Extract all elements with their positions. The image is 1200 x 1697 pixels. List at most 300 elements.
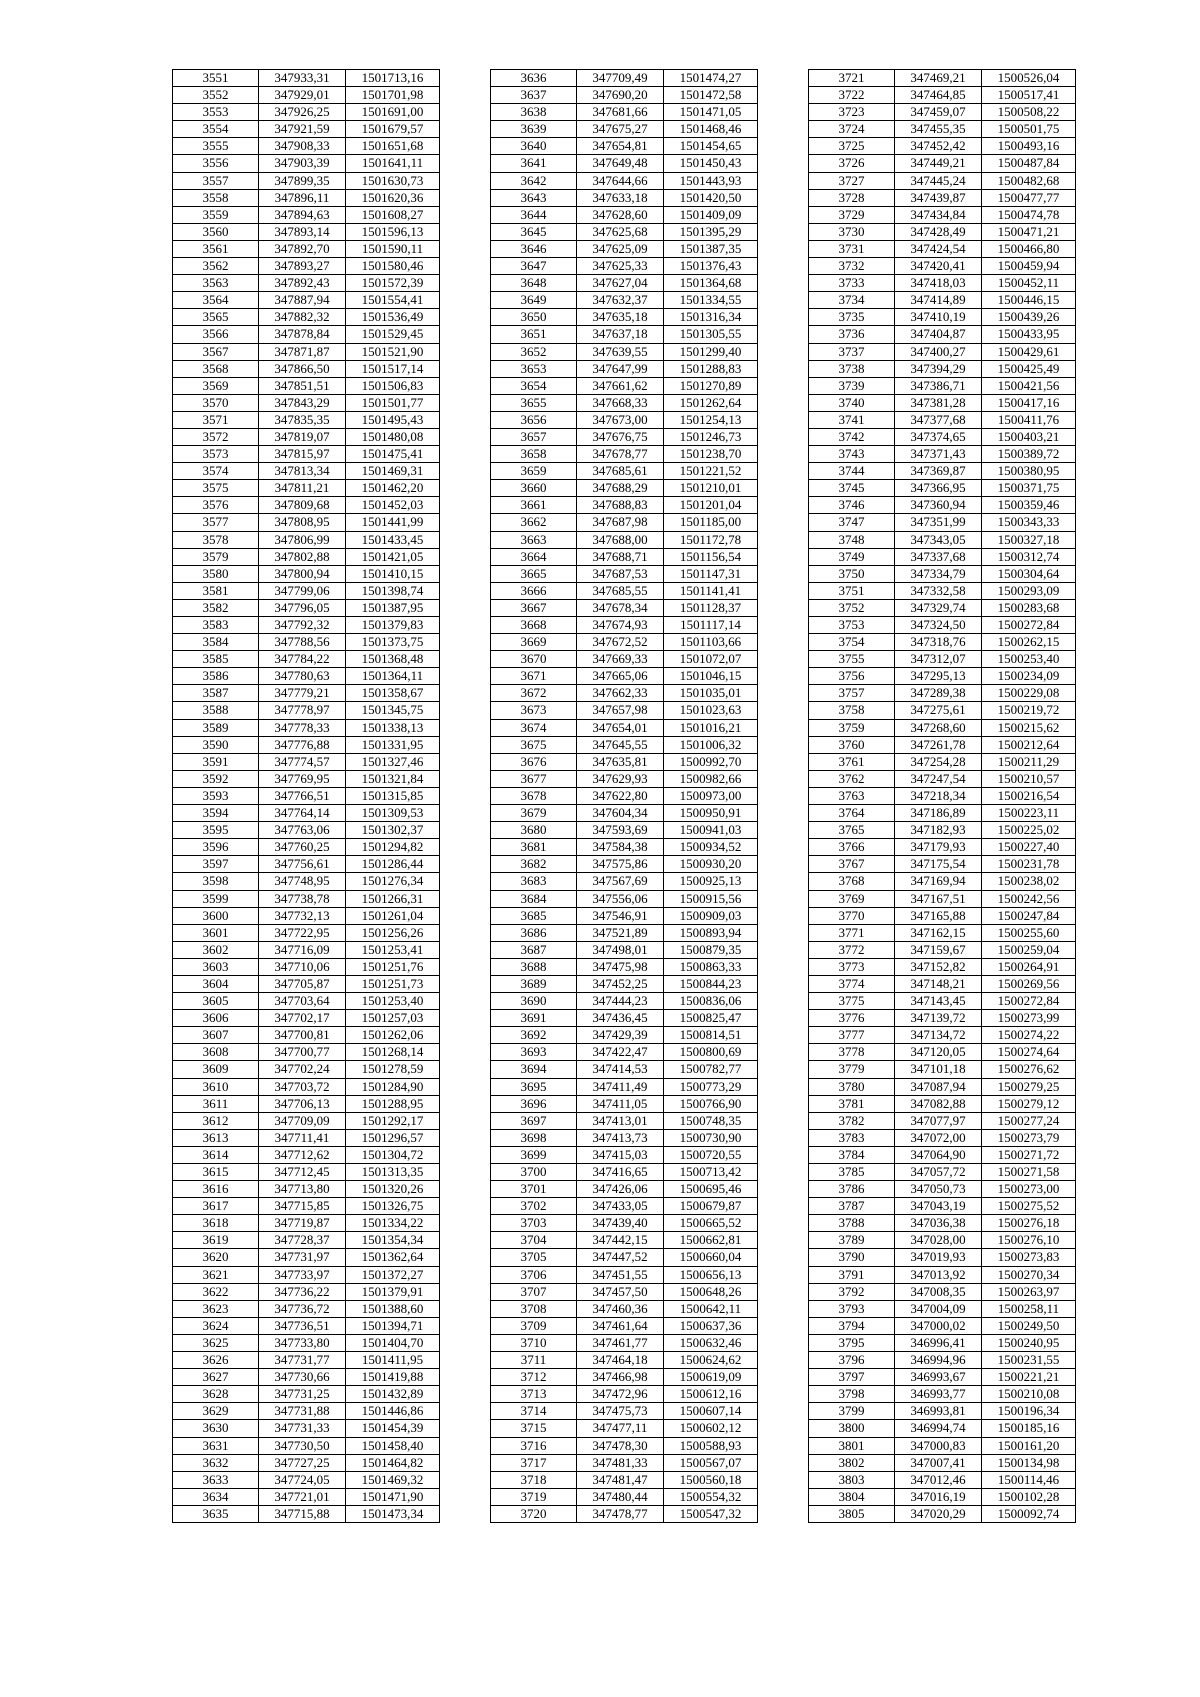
table-row	[809, 1198, 1076, 1215]
table-row	[491, 223, 758, 240]
x-coordinate-cell: 347629,93	[577, 770, 664, 787]
x-coordinate-cell: 347167,51	[895, 890, 982, 907]
table-row	[491, 924, 758, 941]
table-row	[491, 1403, 758, 1420]
point-number-cell: 3593	[173, 787, 259, 804]
table-row	[809, 1146, 1076, 1163]
y-coordinate-cell: 1501620,36	[346, 189, 440, 206]
x-coordinate-cell: 347921,59	[259, 121, 346, 138]
point-number-cell: 3664	[491, 548, 577, 565]
table-row	[173, 531, 440, 548]
table-row	[809, 907, 1076, 924]
table-row	[491, 839, 758, 856]
y-coordinate-cell: 1501270,89	[664, 377, 758, 394]
table-row	[491, 719, 758, 736]
y-coordinate-cell: 1501286,44	[346, 856, 440, 873]
table-row	[809, 514, 1076, 531]
y-coordinate-cell: 1501254,13	[664, 411, 758, 428]
x-coordinate-cell: 347478,77	[577, 1505, 664, 1522]
point-number-cell: 3716	[491, 1437, 577, 1454]
y-coordinate-cell: 1501480,08	[346, 428, 440, 445]
table-row	[491, 1164, 758, 1181]
table-row	[491, 1181, 758, 1198]
table-row	[809, 497, 1076, 514]
point-number-cell: 3562	[173, 258, 259, 275]
y-coordinate-cell: 1500446,15	[982, 292, 1076, 309]
point-number-cell: 3802	[809, 1454, 895, 1471]
y-coordinate-cell: 1501288,95	[346, 1095, 440, 1112]
y-coordinate-cell: 1501471,05	[664, 104, 758, 121]
point-number-cell: 3737	[809, 343, 895, 360]
point-number-cell: 3738	[809, 360, 895, 377]
coordinate-table-right	[808, 69, 1076, 1523]
y-coordinate-cell: 1500713,42	[664, 1164, 758, 1181]
point-number-cell: 3623	[173, 1300, 259, 1317]
point-number-cell: 3629	[173, 1403, 259, 1420]
table-row	[173, 1181, 440, 1198]
y-coordinate-cell: 1500276,62	[982, 1061, 1076, 1078]
table-row	[491, 753, 758, 770]
table-row	[173, 275, 440, 292]
table-row	[491, 531, 758, 548]
point-number-cell: 3696	[491, 1095, 577, 1112]
point-number-cell: 3642	[491, 172, 577, 189]
y-coordinate-cell: 1500992,70	[664, 753, 758, 770]
point-number-cell: 3559	[173, 206, 259, 223]
table-row	[173, 1129, 440, 1146]
point-number-cell: 3761	[809, 753, 895, 770]
y-coordinate-cell: 1501608,27	[346, 206, 440, 223]
x-coordinate-cell: 347622,80	[577, 787, 664, 804]
y-coordinate-cell: 1500271,72	[982, 1146, 1076, 1163]
y-coordinate-cell: 1500648,26	[664, 1283, 758, 1300]
point-number-cell: 3622	[173, 1283, 259, 1300]
point-number-cell: 3683	[491, 873, 577, 890]
x-coordinate-cell: 347004,09	[895, 1300, 982, 1317]
x-coordinate-cell: 347788,56	[259, 634, 346, 651]
point-number-cell: 3635	[173, 1505, 259, 1522]
table-row	[173, 309, 440, 326]
point-number-cell: 3554	[173, 121, 259, 138]
point-number-cell: 3799	[809, 1403, 895, 1420]
point-number-cell: 3763	[809, 787, 895, 804]
point-number-cell: 3663	[491, 531, 577, 548]
point-number-cell: 3647	[491, 258, 577, 275]
x-coordinate-cell: 347843,29	[259, 394, 346, 411]
x-coordinate-cell: 347377,68	[895, 411, 982, 428]
table-row	[809, 839, 1076, 856]
y-coordinate-cell: 1501388,60	[346, 1300, 440, 1317]
table-row	[173, 651, 440, 668]
point-number-cell: 3751	[809, 582, 895, 599]
y-coordinate-cell: 1501590,11	[346, 240, 440, 257]
x-coordinate-cell: 347449,21	[895, 155, 982, 172]
point-number-cell: 3588	[173, 702, 259, 719]
y-coordinate-cell: 1501103,66	[664, 634, 758, 651]
table-row	[491, 1249, 758, 1266]
table-row	[173, 1095, 440, 1112]
x-coordinate-cell: 347700,77	[259, 1044, 346, 1061]
table-row	[491, 599, 758, 616]
x-coordinate-cell: 347477,11	[577, 1420, 664, 1437]
y-coordinate-cell: 1500800,69	[664, 1044, 758, 1061]
x-coordinate-cell: 347702,17	[259, 1010, 346, 1027]
table-row	[173, 189, 440, 206]
y-coordinate-cell: 1500215,62	[982, 719, 1076, 736]
x-coordinate-cell: 347289,38	[895, 685, 982, 702]
point-number-cell: 3654	[491, 377, 577, 394]
x-coordinate-cell: 347414,89	[895, 292, 982, 309]
x-coordinate-cell: 347635,18	[577, 309, 664, 326]
x-coordinate-cell: 347162,15	[895, 924, 982, 941]
y-coordinate-cell: 1500642,11	[664, 1300, 758, 1317]
y-coordinate-cell: 1501072,07	[664, 651, 758, 668]
x-coordinate-cell: 347481,47	[577, 1471, 664, 1488]
point-number-cell: 3558	[173, 189, 259, 206]
y-coordinate-cell: 1501128,37	[664, 599, 758, 616]
x-coordinate-cell: 347712,45	[259, 1164, 346, 1181]
table-row	[491, 343, 758, 360]
point-number-cell: 3701	[491, 1181, 577, 1198]
x-coordinate-cell: 347760,25	[259, 839, 346, 856]
y-coordinate-cell: 1501404,70	[346, 1334, 440, 1351]
y-coordinate-cell: 1501517,14	[346, 360, 440, 377]
table-row	[173, 1352, 440, 1369]
x-coordinate-cell: 347892,43	[259, 275, 346, 292]
y-coordinate-cell: 1501501,77	[346, 394, 440, 411]
x-coordinate-cell: 347628,60	[577, 206, 664, 223]
point-number-cell: 3583	[173, 617, 259, 634]
y-coordinate-cell: 1500950,91	[664, 805, 758, 822]
point-number-cell: 3757	[809, 685, 895, 702]
x-coordinate-cell: 347866,50	[259, 360, 346, 377]
point-number-cell: 3618	[173, 1215, 259, 1232]
y-coordinate-cell: 1500359,46	[982, 497, 1076, 514]
table-row	[491, 155, 758, 172]
table-row	[491, 1317, 758, 1334]
table-row	[809, 121, 1076, 138]
x-coordinate-cell: 347475,98	[577, 958, 664, 975]
x-coordinate-cell: 347766,51	[259, 787, 346, 804]
point-number-cell: 3689	[491, 975, 577, 992]
table-row	[491, 326, 758, 343]
table-row	[809, 1010, 1076, 1027]
point-number-cell: 3733	[809, 275, 895, 292]
coordinate-table-left	[172, 69, 440, 1523]
table-row	[173, 1044, 440, 1061]
point-number-cell: 3681	[491, 839, 577, 856]
y-coordinate-cell: 1500425,49	[982, 360, 1076, 377]
point-number-cell: 3601	[173, 924, 259, 941]
point-number-cell: 3706	[491, 1266, 577, 1283]
table-row	[809, 1232, 1076, 1249]
point-number-cell: 3786	[809, 1181, 895, 1198]
table-row	[809, 1027, 1076, 1044]
y-coordinate-cell: 1501409,09	[664, 206, 758, 223]
point-number-cell: 3576	[173, 497, 259, 514]
y-coordinate-cell: 1500223,11	[982, 805, 1076, 822]
y-coordinate-cell: 1501398,74	[346, 582, 440, 599]
x-coordinate-cell: 347733,80	[259, 1334, 346, 1351]
table-row	[809, 1112, 1076, 1129]
table-row	[173, 805, 440, 822]
table-row	[809, 1505, 1076, 1522]
point-number-cell: 3645	[491, 223, 577, 240]
y-coordinate-cell: 1500915,56	[664, 890, 758, 907]
x-coordinate-cell: 347386,71	[895, 377, 982, 394]
y-coordinate-cell: 1500602,12	[664, 1420, 758, 1437]
y-coordinate-cell: 1501261,04	[346, 907, 440, 924]
table-row	[173, 1317, 440, 1334]
x-coordinate-cell: 347800,94	[259, 565, 346, 582]
point-number-cell: 3739	[809, 377, 895, 394]
y-coordinate-cell: 1500632,46	[664, 1334, 758, 1351]
y-coordinate-cell: 1501117,14	[664, 617, 758, 634]
x-coordinate-cell: 347709,09	[259, 1112, 346, 1129]
x-coordinate-cell: 347036,38	[895, 1215, 982, 1232]
x-coordinate-cell: 347008,35	[895, 1283, 982, 1300]
x-coordinate-cell: 347776,88	[259, 736, 346, 753]
table-row	[173, 941, 440, 958]
point-number-cell: 3600	[173, 907, 259, 924]
table-row	[491, 685, 758, 702]
y-coordinate-cell: 1501376,43	[664, 258, 758, 275]
y-coordinate-cell: 1500665,52	[664, 1215, 758, 1232]
x-coordinate-cell: 347632,37	[577, 292, 664, 309]
point-number-cell: 3686	[491, 924, 577, 941]
table-row	[173, 1505, 440, 1522]
point-number-cell: 3596	[173, 839, 259, 856]
x-coordinate-cell: 347351,99	[895, 514, 982, 531]
point-number-cell: 3555	[173, 138, 259, 155]
table-row	[809, 428, 1076, 445]
point-number-cell: 3771	[809, 924, 895, 941]
table-row	[173, 155, 440, 172]
x-coordinate-cell: 347635,81	[577, 753, 664, 770]
table-row	[173, 1266, 440, 1283]
x-coordinate-cell: 347028,00	[895, 1232, 982, 1249]
table-row	[173, 240, 440, 257]
table-row	[173, 634, 440, 651]
y-coordinate-cell: 1500279,25	[982, 1078, 1076, 1095]
y-coordinate-cell: 1501364,68	[664, 275, 758, 292]
point-number-cell: 3772	[809, 941, 895, 958]
point-number-cell: 3783	[809, 1129, 895, 1146]
y-coordinate-cell: 1500210,57	[982, 770, 1076, 787]
point-number-cell: 3754	[809, 634, 895, 651]
table-row	[173, 822, 440, 839]
point-number-cell: 3775	[809, 993, 895, 1010]
y-coordinate-cell: 1500272,84	[982, 617, 1076, 634]
x-coordinate-cell: 346996,41	[895, 1334, 982, 1351]
coordinate-table-middle	[490, 69, 758, 1523]
table-row	[173, 1471, 440, 1488]
y-coordinate-cell: 1500982,66	[664, 770, 758, 787]
y-coordinate-cell: 1501309,53	[346, 805, 440, 822]
x-coordinate-cell: 347087,94	[895, 1078, 982, 1095]
x-coordinate-cell: 347043,19	[895, 1198, 982, 1215]
point-number-cell: 3694	[491, 1061, 577, 1078]
x-coordinate-cell: 347593,69	[577, 822, 664, 839]
x-coordinate-cell: 347461,77	[577, 1334, 664, 1351]
table-row	[173, 1369, 440, 1386]
table-row	[809, 1078, 1076, 1095]
point-number-cell: 3804	[809, 1488, 895, 1505]
y-coordinate-cell: 1501358,67	[346, 685, 440, 702]
x-coordinate-cell: 347933,31	[259, 70, 346, 87]
y-coordinate-cell: 1500234,09	[982, 668, 1076, 685]
point-number-cell: 3688	[491, 958, 577, 975]
y-coordinate-cell: 1500262,15	[982, 634, 1076, 651]
point-number-cell: 3724	[809, 121, 895, 138]
point-number-cell: 3682	[491, 856, 577, 873]
x-coordinate-cell: 347016,19	[895, 1488, 982, 1505]
x-coordinate-cell: 347464,18	[577, 1352, 664, 1369]
y-coordinate-cell: 1501452,03	[346, 497, 440, 514]
point-number-cell: 3591	[173, 753, 259, 770]
point-number-cell: 3670	[491, 651, 577, 668]
point-number-cell: 3590	[173, 736, 259, 753]
x-coordinate-cell: 347429,39	[577, 1027, 664, 1044]
table-row	[809, 1300, 1076, 1317]
table-row	[809, 1061, 1076, 1078]
point-number-cell: 3803	[809, 1471, 895, 1488]
table-row	[809, 1454, 1076, 1471]
x-coordinate-cell: 347179,93	[895, 839, 982, 856]
point-number-cell: 3627	[173, 1369, 259, 1386]
point-number-cell: 3676	[491, 753, 577, 770]
x-coordinate-cell: 347186,89	[895, 805, 982, 822]
table-row	[173, 770, 440, 787]
y-coordinate-cell: 1500925,13	[664, 873, 758, 890]
y-coordinate-cell: 1500612,16	[664, 1386, 758, 1403]
x-coordinate-cell: 347738,78	[259, 890, 346, 907]
table-row	[809, 873, 1076, 890]
point-number-cell: 3644	[491, 206, 577, 223]
x-coordinate-cell: 347710,06	[259, 958, 346, 975]
x-coordinate-cell: 347268,60	[895, 719, 982, 736]
table-row	[809, 805, 1076, 822]
table-row	[809, 753, 1076, 770]
y-coordinate-cell: 1500263,97	[982, 1283, 1076, 1300]
x-coordinate-cell: 347334,79	[895, 565, 982, 582]
point-number-cell: 3621	[173, 1266, 259, 1283]
y-coordinate-cell: 1501443,93	[664, 172, 758, 189]
y-coordinate-cell: 1500231,78	[982, 856, 1076, 873]
y-coordinate-cell: 1501334,22	[346, 1215, 440, 1232]
table-row	[809, 1369, 1076, 1386]
point-number-cell: 3574	[173, 463, 259, 480]
y-coordinate-cell: 1500216,54	[982, 787, 1076, 804]
x-coordinate-cell: 347478,30	[577, 1437, 664, 1454]
point-number-cell: 3712	[491, 1369, 577, 1386]
y-coordinate-cell: 1501651,68	[346, 138, 440, 155]
x-coordinate-cell: 347411,05	[577, 1095, 664, 1112]
table-row	[491, 104, 758, 121]
y-coordinate-cell: 1501221,52	[664, 463, 758, 480]
point-number-cell: 3552	[173, 87, 259, 104]
y-coordinate-cell: 1500893,94	[664, 924, 758, 941]
point-number-cell: 3655	[491, 394, 577, 411]
point-number-cell: 3578	[173, 531, 259, 548]
x-coordinate-cell: 347731,88	[259, 1403, 346, 1420]
table-row	[491, 309, 758, 326]
x-coordinate-cell: 347434,84	[895, 206, 982, 223]
table-row	[491, 548, 758, 565]
y-coordinate-cell: 1501284,90	[346, 1078, 440, 1095]
table-row	[491, 1334, 758, 1351]
table-row	[173, 924, 440, 941]
y-coordinate-cell: 1500255,60	[982, 924, 1076, 941]
table-row	[173, 1403, 440, 1420]
point-number-cell: 3633	[173, 1471, 259, 1488]
x-coordinate-cell: 347077,97	[895, 1112, 982, 1129]
x-coordinate-cell: 347779,21	[259, 685, 346, 702]
point-number-cell: 3598	[173, 873, 259, 890]
x-coordinate-cell: 347546,91	[577, 907, 664, 924]
point-number-cell: 3741	[809, 411, 895, 428]
point-number-cell: 3790	[809, 1249, 895, 1266]
point-number-cell: 3752	[809, 599, 895, 616]
x-coordinate-cell: 347654,01	[577, 719, 664, 736]
table-row	[173, 736, 440, 753]
table-row	[491, 993, 758, 1010]
point-number-cell: 3784	[809, 1146, 895, 1163]
point-number-cell: 3563	[173, 275, 259, 292]
table-row	[491, 805, 758, 822]
x-coordinate-cell: 347676,75	[577, 428, 664, 445]
x-coordinate-cell: 347769,95	[259, 770, 346, 787]
point-number-cell: 3805	[809, 1505, 895, 1522]
y-coordinate-cell: 1500766,90	[664, 1095, 758, 1112]
point-number-cell: 3587	[173, 685, 259, 702]
x-coordinate-cell: 347369,87	[895, 463, 982, 480]
table-row	[173, 599, 440, 616]
point-number-cell: 3630	[173, 1420, 259, 1437]
point-number-cell: 3661	[491, 497, 577, 514]
point-number-cell: 3781	[809, 1095, 895, 1112]
x-coordinate-cell: 347455,35	[895, 121, 982, 138]
x-coordinate-cell: 347633,18	[577, 189, 664, 206]
table-row	[491, 651, 758, 668]
y-coordinate-cell: 1500411,76	[982, 411, 1076, 428]
table-row	[809, 377, 1076, 394]
y-coordinate-cell: 1500471,21	[982, 223, 1076, 240]
table-row	[809, 172, 1076, 189]
point-number-cell: 3678	[491, 787, 577, 804]
y-coordinate-cell: 1501691,00	[346, 104, 440, 121]
table-row	[173, 377, 440, 394]
point-number-cell: 3730	[809, 223, 895, 240]
x-coordinate-cell: 347332,58	[895, 582, 982, 599]
x-coordinate-cell: 347724,05	[259, 1471, 346, 1488]
x-coordinate-cell: 347871,87	[259, 343, 346, 360]
x-coordinate-cell: 347426,06	[577, 1181, 664, 1198]
table-row	[809, 1420, 1076, 1437]
y-coordinate-cell: 1501596,13	[346, 223, 440, 240]
table-row	[809, 155, 1076, 172]
y-coordinate-cell: 1501387,95	[346, 599, 440, 616]
y-coordinate-cell: 1500240,95	[982, 1334, 1076, 1351]
y-coordinate-cell: 1501006,32	[664, 736, 758, 753]
table-row	[491, 958, 758, 975]
point-number-cell: 3748	[809, 531, 895, 548]
y-coordinate-cell: 1501251,76	[346, 958, 440, 975]
x-coordinate-cell: 347318,76	[895, 634, 982, 651]
y-coordinate-cell: 1500477,77	[982, 189, 1076, 206]
y-coordinate-cell: 1500588,93	[664, 1437, 758, 1454]
x-coordinate-cell: 347731,33	[259, 1420, 346, 1437]
